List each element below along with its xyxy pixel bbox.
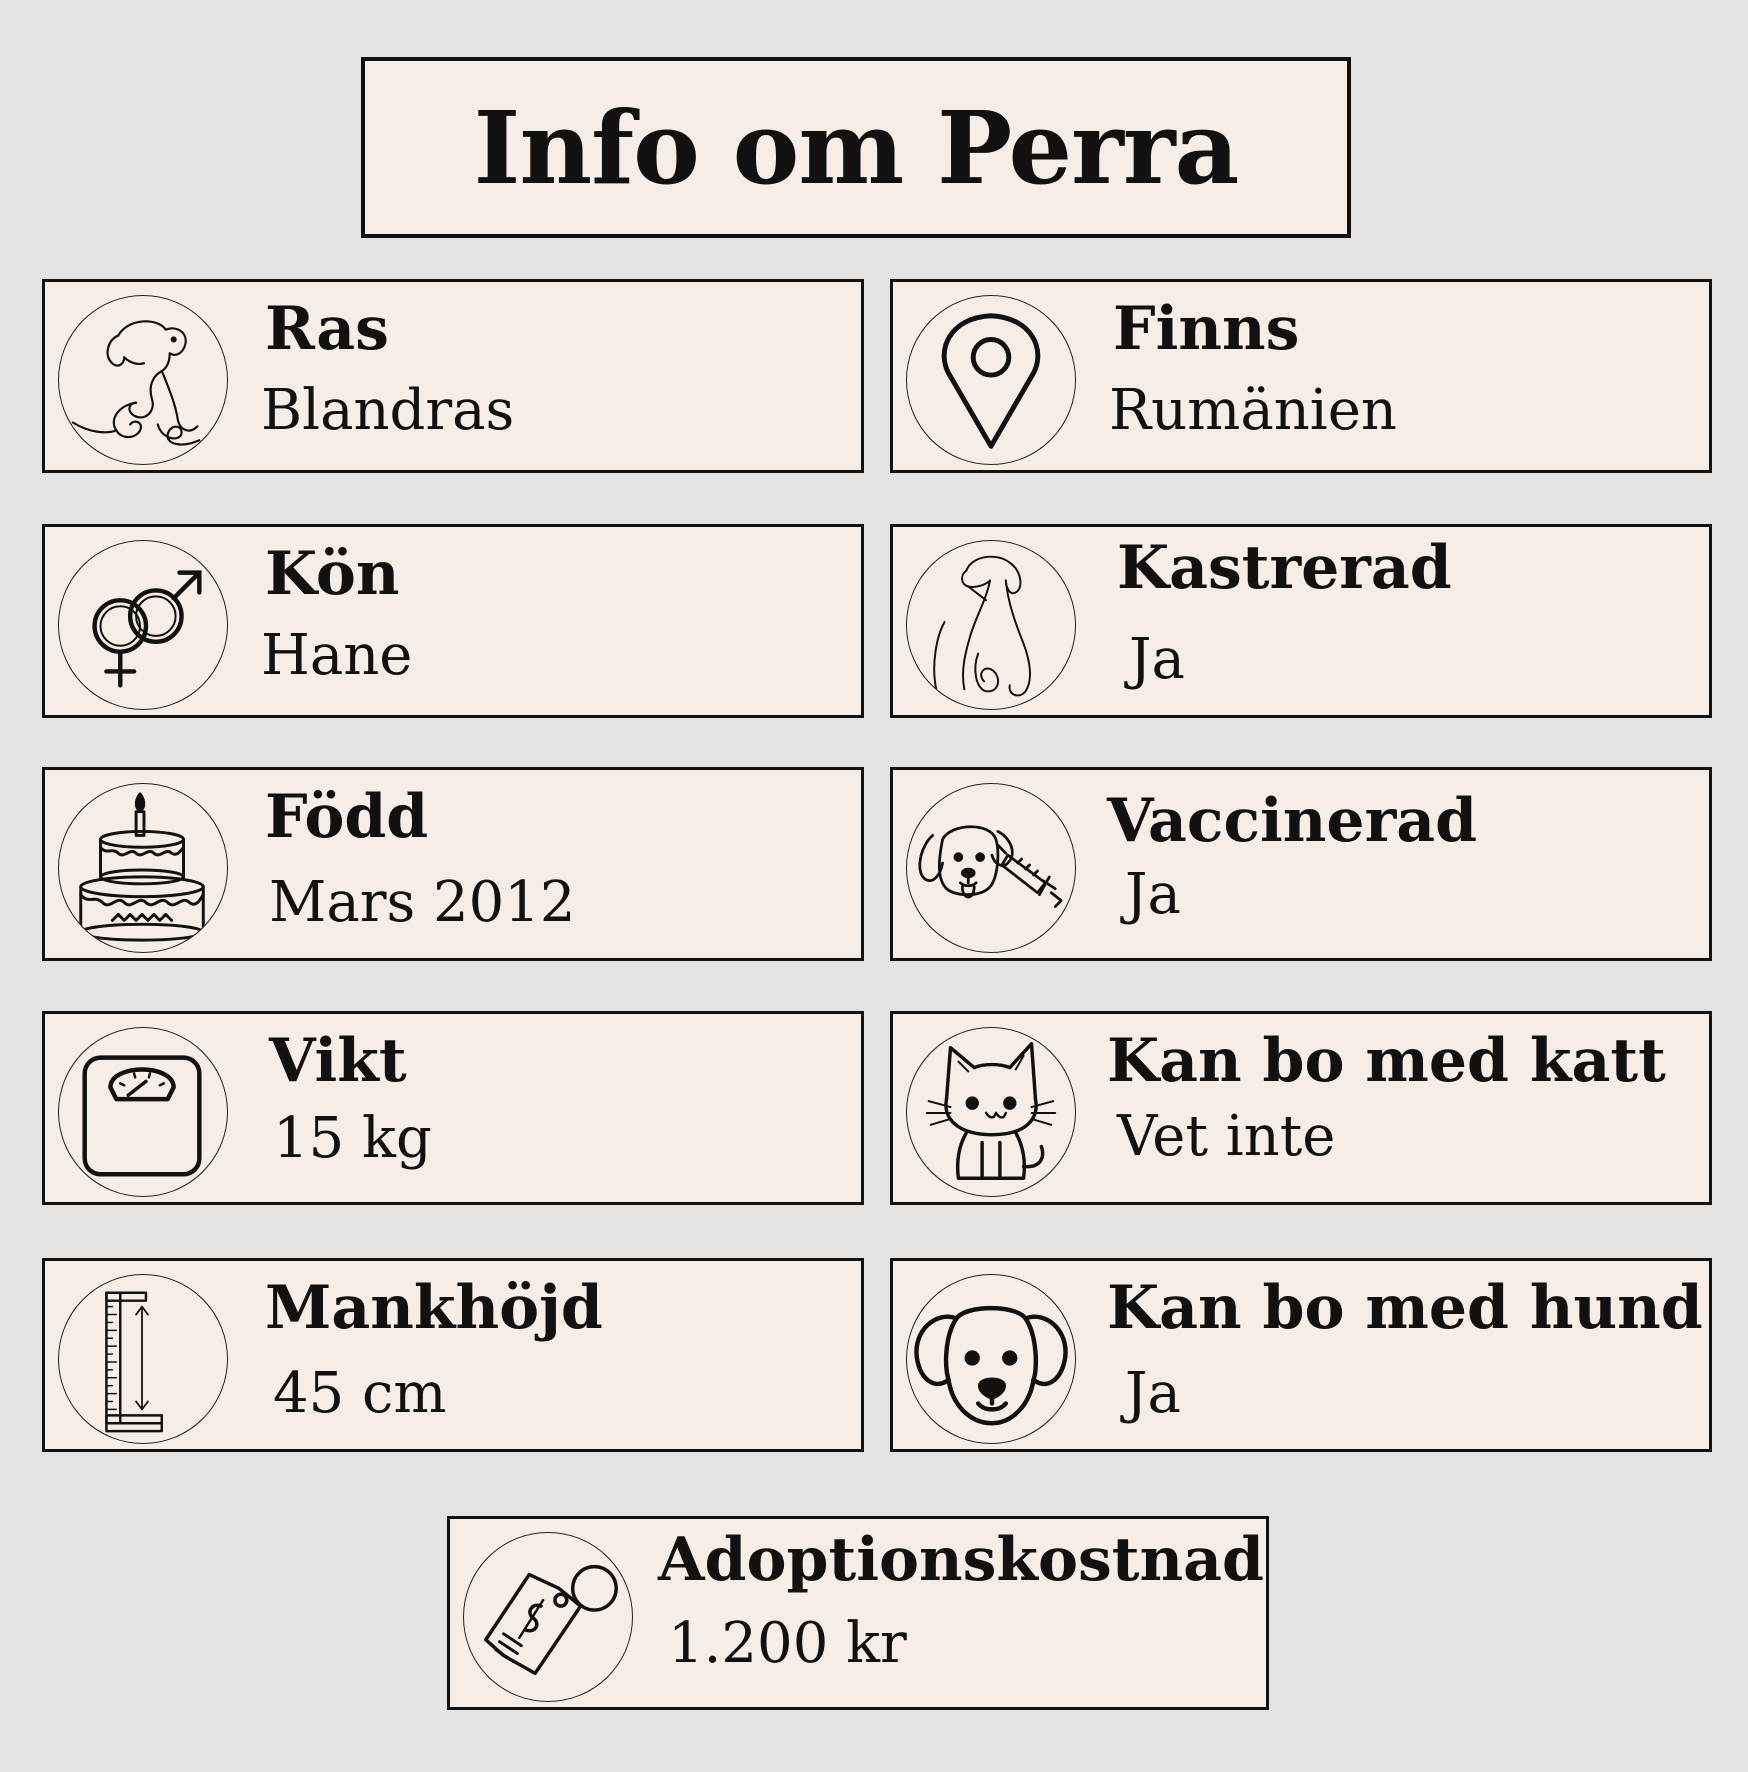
card-label: Kastrerad <box>1117 533 1452 603</box>
title-box <box>361 57 1351 238</box>
card-value: Mars 2012 <box>269 870 576 935</box>
card-label: Född <box>265 782 429 852</box>
dog-face-icon <box>906 1274 1076 1444</box>
sitting-dog-icon <box>906 540 1076 710</box>
card-value: 1.200 kr <box>668 1611 907 1676</box>
card-ras <box>42 279 864 473</box>
birthday-cake-icon <box>58 783 228 953</box>
card-value: Blandras <box>261 378 515 443</box>
card-label: Adoptionskostnad <box>658 1525 1264 1595</box>
card-label: Ras <box>265 294 389 364</box>
location-pin-icon <box>906 295 1076 465</box>
card-vikt <box>42 1011 864 1205</box>
card-hund <box>890 1258 1712 1452</box>
card-kon <box>42 524 864 718</box>
card-fodd <box>42 767 864 961</box>
card-vaccinerad <box>890 767 1712 961</box>
height-measure-icon <box>58 1274 228 1444</box>
card-label: Mankhöjd <box>265 1273 603 1343</box>
card-value: Rumänien <box>1109 378 1397 443</box>
cat-icon <box>906 1027 1076 1197</box>
card-value: 15 kg <box>273 1106 432 1171</box>
weight-scale-icon <box>58 1027 228 1197</box>
card-value: Vet inte <box>1117 1104 1336 1169</box>
card-label: Kan bo med katt <box>1107 1026 1666 1096</box>
card-label: Vikt <box>269 1026 407 1096</box>
card-label: Finns <box>1113 294 1300 364</box>
card-kastrerad <box>890 524 1712 718</box>
price-tag-icon <box>463 1532 633 1702</box>
card-kostnad <box>447 1516 1269 1710</box>
page-title: Info om Perra <box>473 88 1239 207</box>
card-value: Ja <box>1125 1361 1181 1426</box>
card-value: Ja <box>1129 627 1185 692</box>
card-katt <box>890 1011 1712 1205</box>
card-label: Kön <box>265 539 400 609</box>
card-value: Hane <box>261 623 413 688</box>
card-finns <box>890 279 1712 473</box>
card-label: Kan bo med hund <box>1107 1273 1703 1343</box>
dog-syringe-icon <box>906 783 1076 953</box>
card-value: Ja <box>1125 862 1181 927</box>
card-mankhojd <box>42 1258 864 1452</box>
gender-symbols-icon <box>58 540 228 710</box>
card-value: 45 cm <box>273 1361 447 1426</box>
card-label: Vaccinerad <box>1107 786 1478 856</box>
dog-line-drawing-icon <box>58 295 228 465</box>
